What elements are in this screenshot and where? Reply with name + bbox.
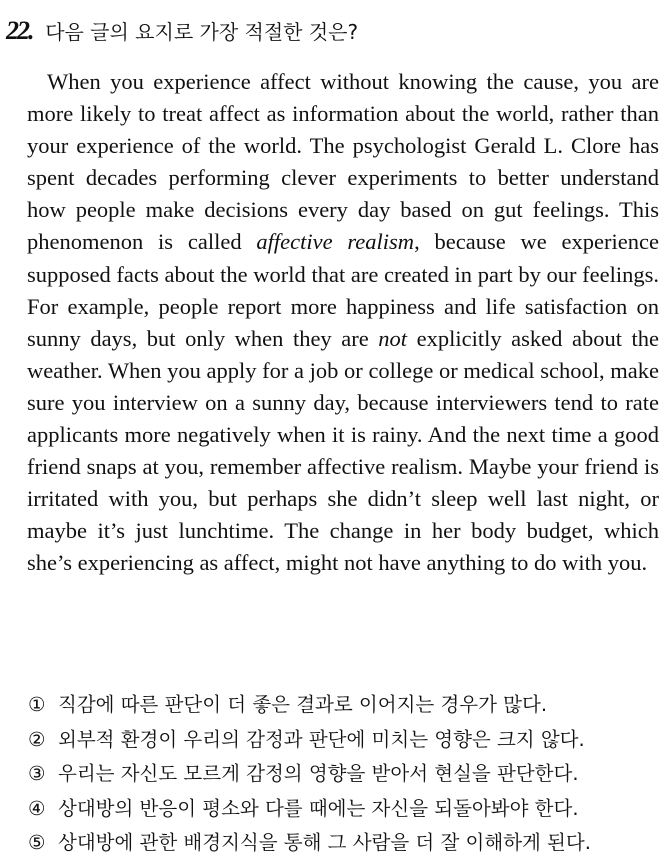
choice-text: 직감에 따른 판단이 더 좋은 결과로 이어지는 경우가 많다. <box>58 693 548 716</box>
choice-2[interactable] <box>28 723 664 758</box>
reading-passage <box>27 66 659 580</box>
choice-number: ① <box>28 693 46 716</box>
question-header <box>6 14 358 49</box>
answer-choices <box>28 688 664 861</box>
choice-text: 상대방에 관한 배경지식을 통해 그 사람을 더 잘 이해하게 된다. <box>58 831 591 854</box>
choice-4[interactable] <box>28 792 664 827</box>
choice-text: 외부적 환경이 우리의 감정과 판단에 미치는 영향은 크지 않다. <box>58 727 585 751</box>
choice-number: ④ <box>28 796 46 820</box>
passage-text-part1: When you experience affect without knowing the cause, you are more likely to treat affect as information about the world, rather than your experience of the world. The psychologist Gerald L. Clore has spent decades performing clever experiments to better understand how people make decisions every day based on gut feelings. This phenomenon is called <box>27 69 659 255</box>
choice-text: 우리는 자신도 모르게 감정의 영향을 받아서 현실을 판단한다. <box>58 762 579 785</box>
choice-number: ③ <box>28 762 46 785</box>
passage-term-affective-realism: affective realism <box>256 229 415 255</box>
passage-text-part3: explicitly asked about the weather. When you apply for a job or college or medical school, make sure you interview on a sunny day, because interviewers tend to rate applicants more negatively when it is rainy. And the next time a good friend snaps at you, remember affective realism. Maybe your friend is irritated with you, but perhaps she didn’t sleep well last night, or maybe it’s just lunchtime. The change in her body budget, which she’s experiencing as affect, might not have anything to do with you. <box>27 325 659 576</box>
choice-3[interactable] <box>28 757 664 792</box>
question-number: 22. <box>6 16 33 45</box>
choice-1[interactable] <box>28 688 664 723</box>
choice-number: ② <box>28 727 46 751</box>
choice-text: 상대방의 반응이 평소와 다를 때에는 자신을 되돌아봐야 한다. <box>58 796 579 820</box>
choice-number: ⑤ <box>28 831 46 854</box>
choice-5[interactable] <box>28 826 664 861</box>
passage-emphasis-not: not <box>378 325 408 351</box>
question-prompt: 다음 글의 요지로 가장 적절한 것은? <box>45 20 359 44</box>
passage-text-part2: , because we experience supposed facts about the world that are created in part by our feelings. For example, people report more happiness and life satisfaction on sunny days, but only when they are <box>27 229 659 351</box>
